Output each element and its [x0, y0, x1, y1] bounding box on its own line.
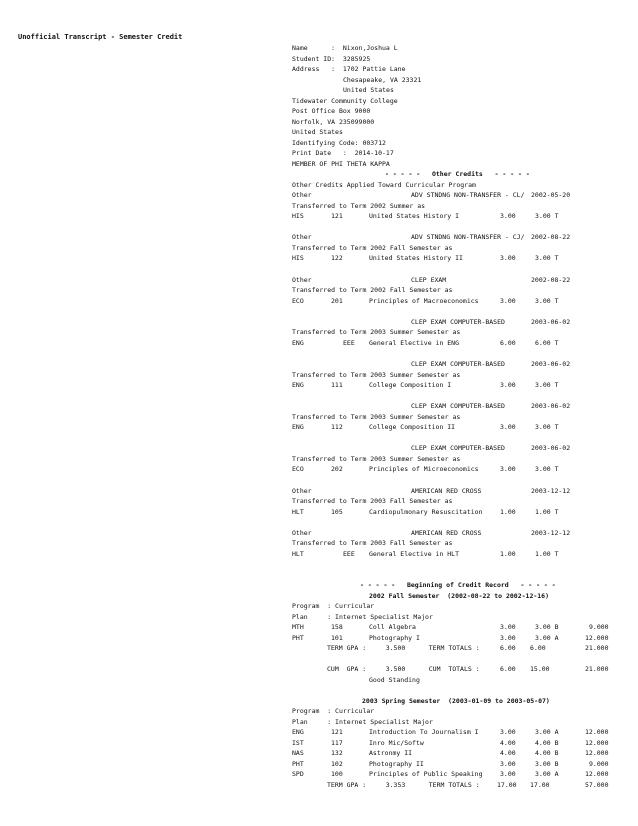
transcript-text: CLEP EXAM COMPUTER-BASED: [411, 444, 505, 452]
transcript-text: 2003-06-02: [531, 402, 571, 410]
transcript-text: ENG: [292, 339, 304, 347]
transcript-text: 202: [331, 465, 343, 473]
transcript-text: 1.00 T: [535, 550, 559, 558]
transcript-text: 6.00 T: [535, 339, 559, 347]
transcript-text: Transferred to Term 2003 Summer Semester as: [292, 413, 461, 421]
transcript-text: ECO: [292, 297, 304, 305]
transcript-text: United States: [343, 86, 394, 94]
transcript-text: CUM GPA : 3.500 CUM TOTALS :: [327, 665, 480, 673]
transcript-text: MEMBER OF PHI THETA KAPPA: [292, 160, 390, 168]
transcript-text: Other: [292, 191, 312, 199]
transcript-text: Identifying Code: 003712: [292, 139, 386, 147]
transcript-text: 17.00: [530, 781, 550, 789]
transcript-text: 122: [331, 254, 343, 262]
page-title: Unofficial Transcript - Semester Credit: [18, 33, 183, 41]
transcript-text: Transferred to Term 2002 Fall Semester as: [292, 286, 453, 294]
transcript-text: Plan : Internet Specialist Major: [292, 718, 433, 726]
transcript-text: 2003-06-02: [531, 360, 571, 368]
transcript-text: 2003-12-12: [531, 487, 571, 495]
transcript-text: 3.00: [500, 254, 516, 262]
transcript-text: 101: [331, 634, 343, 642]
transcript-text: Good Standing: [369, 676, 420, 684]
transcript-text: HLT: [292, 550, 304, 558]
transcript-text: General Elective in HLT: [369, 550, 460, 558]
transcript-text: 6.00: [500, 339, 516, 347]
transcript-text: College Composition II: [369, 423, 456, 431]
transcript-text: TERM GPA : 3.353 TERM TOTALS :: [327, 781, 480, 789]
transcript-text: ENG: [292, 728, 304, 736]
transcript-text: ENG: [292, 423, 304, 431]
transcript-text: 3.00 T: [535, 381, 559, 389]
transcript-text: Address : 1702 Pattie Lane: [292, 65, 406, 73]
transcript-text: 3.00: [500, 760, 516, 768]
transcript-text: TERM GPA : 3.500 TERM TOTALS :: [327, 644, 480, 652]
transcript-text: Photography II: [369, 760, 424, 768]
transcript-text: Program : Curricular: [292, 707, 375, 715]
transcript-text: Transferred to Term 2003 Fall Semester as: [292, 539, 453, 547]
transcript-text: 102: [331, 760, 343, 768]
transcript-text: 3.00: [500, 297, 516, 305]
transcript-text: 12.000: [585, 728, 609, 736]
transcript-text: 158: [331, 623, 343, 631]
transcript-text: 6.00: [500, 644, 516, 652]
transcript-text: Transferred to Term 2003 Summer Semester as: [292, 455, 461, 463]
transcript-text: 17.00: [497, 781, 517, 789]
transcript-text: 3.00: [500, 423, 516, 431]
transcript-text: 2003 Spring Semester (2003-01-09 to 2003-05-07): [362, 697, 550, 705]
transcript-text: Principles of Public Speaking: [369, 770, 483, 778]
transcript-text: Inro Mic/Softw: [369, 739, 424, 747]
transcript-text: PHT: [292, 760, 304, 768]
transcript-text: General Elective in ENG: [369, 339, 460, 347]
transcript-text: 121: [331, 728, 343, 736]
transcript-text: MTH: [292, 623, 304, 631]
transcript-text: 132: [331, 749, 343, 757]
transcript-text: PHT: [292, 634, 304, 642]
transcript-text: Print Date : 2014-10-17: [292, 149, 394, 157]
transcript-text: 3.00: [500, 728, 516, 736]
transcript-text: 12.000: [585, 739, 609, 747]
transcript-text: Other: [292, 529, 312, 537]
transcript-text: 100: [331, 770, 343, 778]
transcript-text: 117: [331, 739, 343, 747]
transcript-text: Other Credits Applied Toward Curricular Program: [292, 181, 476, 189]
transcript-text: HLT: [292, 508, 304, 516]
transcript-text: CLEP EXAM: [411, 276, 447, 284]
transcript-text: 2002-08-22: [531, 233, 571, 241]
transcript-text: 3.00 T: [535, 297, 559, 305]
transcript-text: 111: [331, 381, 343, 389]
transcript-text: CLEP EXAM COMPUTER-BASED: [411, 402, 505, 410]
transcript-text: 2002 Fall Semester (2002-08-22 to 2002-12-16): [369, 592, 550, 600]
transcript-text: 21.000: [585, 665, 609, 673]
transcript-text: Transferred to Term 2002 Fall Semester as: [292, 244, 453, 252]
transcript-text: Tidewater Community College: [292, 97, 398, 105]
transcript-text: 121: [331, 212, 343, 220]
transcript-text: Photography I: [369, 634, 420, 642]
transcript-text: 3.00: [500, 634, 516, 642]
transcript-text: Introduction To Journalism I: [369, 728, 479, 736]
transcript-text: Program : Curricular: [292, 602, 375, 610]
transcript-text: NAS: [292, 749, 304, 757]
transcript-text: Student ID: 3285925: [292, 55, 371, 63]
transcript-text: ENG: [292, 381, 304, 389]
transcript-text: 6.00: [530, 644, 546, 652]
transcript-text: 105: [331, 508, 343, 516]
transcript-text: United States: [292, 128, 343, 136]
transcript-text: 9.000: [589, 623, 609, 631]
transcript-text: Other: [292, 487, 312, 495]
transcript-text: 3.00 T: [535, 465, 559, 473]
transcript-text: 2003-12-12: [531, 529, 571, 537]
transcript-text: 4.00: [500, 739, 516, 747]
transcript-text: 3.00 T: [535, 423, 559, 431]
transcript-text: EEE: [343, 339, 355, 347]
transcript-text: 3.00: [500, 623, 516, 631]
transcript-text: AMERICAN RED CROSS: [411, 529, 482, 537]
transcript-text: IST: [292, 739, 304, 747]
transcript-text: 112: [331, 423, 343, 431]
transcript-text: United States History II: [369, 254, 463, 262]
transcript-text: Post Office Box 9000: [292, 107, 371, 115]
transcript-text: 2002-08-22: [531, 276, 571, 284]
transcript-text: Cardiopulmonary Resuscitation: [369, 508, 483, 516]
transcript-text: Chesapeake, VA 23321: [343, 76, 422, 84]
transcript-text: 3.00: [500, 770, 516, 778]
transcript-text: HIS: [292, 254, 304, 262]
transcript-text: EEE: [343, 550, 355, 558]
transcript-text: 3.00 A: [535, 770, 559, 778]
transcript-text: 6.00: [500, 665, 516, 673]
transcript-text: 3.00: [500, 381, 516, 389]
transcript-text: HIS: [292, 212, 304, 220]
transcript-text: 3.00 B: [535, 623, 559, 631]
transcript-text: Transferred to Term 2003 Summer Semester as: [292, 328, 461, 336]
transcript-text: 9.000: [589, 760, 609, 768]
transcript-text: 3.00 B: [535, 760, 559, 768]
transcript-text: 2003-06-02: [531, 318, 571, 326]
transcript-text: 201: [331, 297, 343, 305]
transcript-text: Principles of Macroeconomics: [369, 297, 479, 305]
transcript-text: 1.00: [500, 508, 516, 516]
transcript-text: ADV STNDNG NON-TRANSFER - CJ/: [411, 233, 525, 241]
transcript-text: Astronmy II: [369, 749, 413, 757]
transcript-text: 4.00: [500, 749, 516, 757]
transcript-text: Plan : Internet Specialist Major: [292, 613, 433, 621]
transcript-text: Transferred to Term 2003 Summer Semester as: [292, 371, 461, 379]
transcript-text: 12.000: [585, 634, 609, 642]
transcript-text: Name : Nixon,Joshua L: [292, 44, 398, 52]
transcript-text: - - - - - Other Credits - - - - -: [385, 170, 530, 178]
transcript-text: CLEP EXAM COMPUTER-BASED: [411, 360, 505, 368]
transcript-text: AMERICAN RED CROSS: [411, 487, 482, 495]
transcript-text: CLEP EXAM COMPUTER-BASED: [411, 318, 505, 326]
transcript-text: 1.00 T: [535, 508, 559, 516]
transcript-text: 4.00 B: [535, 739, 559, 747]
transcript-text: 2002-05-20: [531, 191, 571, 199]
transcript-text: 1.00: [500, 550, 516, 558]
transcript-text: ADV STNDNG NON-TRANSFER - CL/: [411, 191, 525, 199]
transcript-text: 3.00 T: [535, 212, 559, 220]
transcript-text: 2003-06-02: [531, 444, 571, 452]
transcript-text: Norfolk, VA 235099000: [292, 118, 375, 126]
transcript-text: 21.000: [585, 644, 609, 652]
transcript-text: 12.000: [585, 770, 609, 778]
transcript-text: ECO: [292, 465, 304, 473]
transcript-text: Other: [292, 233, 312, 241]
transcript-text: 3.00 A: [535, 634, 559, 642]
transcript-text: College Composition I: [369, 381, 452, 389]
transcript-text: Transferred to Term 2002 Summer as: [292, 202, 426, 210]
transcript-text: Transferred to Term 2003 Fall Semester as: [292, 497, 453, 505]
transcript-text: Principles of Microeconomics: [369, 465, 479, 473]
transcript-text: Other: [292, 276, 312, 284]
transcript-text: 3.00 A: [535, 728, 559, 736]
transcript-text: 4.00 B: [535, 749, 559, 757]
transcript-text: 3.00: [500, 212, 516, 220]
transcript-text: 57.000: [585, 781, 609, 789]
transcript-text: 3.00: [500, 465, 516, 473]
transcript-text: - - - - - Beginning of Credit Record - - - - -: [360, 581, 556, 589]
transcript-text: SPD: [292, 770, 304, 778]
transcript-text: Coll Algebra: [369, 623, 416, 631]
transcript-text: 12.000: [585, 749, 609, 757]
transcript-text: 3.00 T: [535, 254, 559, 262]
transcript-text: 15.00: [530, 665, 550, 673]
transcript-text: United States History I: [369, 212, 460, 220]
